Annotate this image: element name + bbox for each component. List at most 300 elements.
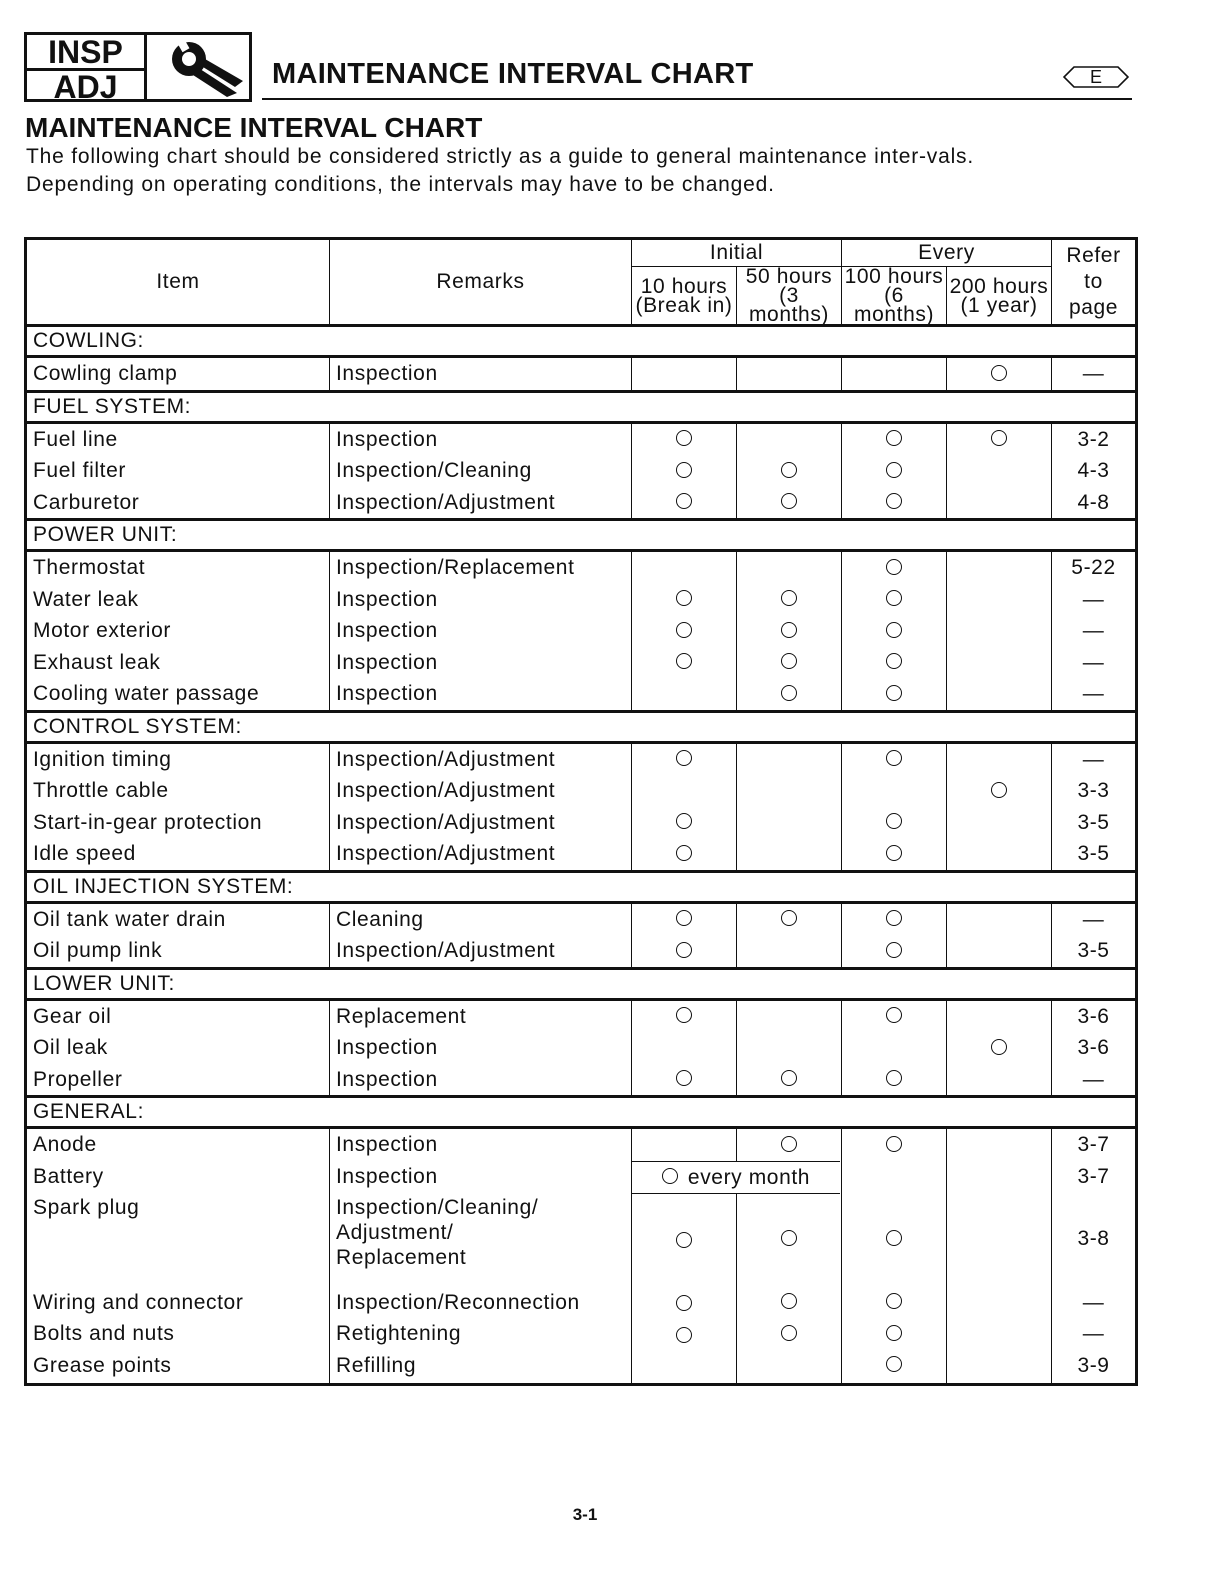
column-e200 <box>947 422 1052 520</box>
item-remarks: Cleaning <box>336 907 424 931</box>
item-name: Anode <box>33 1133 97 1156</box>
interval-mark-icon <box>676 750 692 766</box>
category-label: POWER UNIT: <box>26 520 1137 551</box>
item-name: Water leak <box>33 587 139 611</box>
item-remarks: Inspection <box>336 619 438 642</box>
interval-cell <box>947 744 1051 776</box>
column-rem <box>330 902 632 968</box>
interval-cell <box>632 1320 736 1352</box>
interval-cell <box>947 1318 1051 1350</box>
every-month-mark <box>632 1161 840 1195</box>
refer-page <box>1052 935 1135 967</box>
interval-cell <box>842 838 946 870</box>
interval-cell <box>947 775 1051 807</box>
interval-cell <box>632 1129 736 1161</box>
interval-mark-icon <box>662 1168 678 1184</box>
item-name: Grease points <box>33 1353 172 1377</box>
item-remarks: Replacement <box>336 1004 467 1028</box>
item-name: Propeller <box>33 1067 123 1091</box>
label-10h-note: (Break in) <box>635 293 733 317</box>
interval-cell <box>947 1192 1051 1287</box>
item-name: Throttle cable <box>33 779 169 802</box>
column-page <box>1052 357 1137 392</box>
interval-cell <box>737 838 841 870</box>
interval-cell <box>947 1129 1051 1161</box>
column-e100 <box>842 357 947 392</box>
interval-mark-icon <box>676 845 692 861</box>
interval-cell <box>737 1064 841 1096</box>
column-i10 <box>632 551 737 712</box>
refer-page <box>1052 584 1135 616</box>
category-row <box>26 871 1137 902</box>
refer-page-value: — <box>1082 362 1105 385</box>
column-item <box>26 1128 330 1385</box>
column-i50 <box>737 551 842 712</box>
label-10h: 10 hours <box>640 274 728 298</box>
interval-mark-icon <box>886 493 902 509</box>
column-e200 <box>947 742 1052 871</box>
interval-mark-icon <box>886 1136 902 1152</box>
item-name: Spark plug <box>33 1196 140 1219</box>
interval-mark-icon <box>676 1327 692 1343</box>
refer-page <box>1052 358 1135 390</box>
refer-page <box>1052 1287 1135 1319</box>
interval-cell <box>737 1001 841 1033</box>
item-remarks: Inspection/Replacement <box>336 556 575 579</box>
remarks-line: Replacement <box>336 1246 467 1269</box>
interval-mark-icon <box>886 813 902 829</box>
refer-page <box>1052 1001 1135 1033</box>
column-e200 <box>947 551 1052 712</box>
column-header-50h <box>737 267 842 326</box>
item-remarks: Inspection/Reconnection <box>336 1290 580 1314</box>
item-remarks: Inspection <box>336 1133 438 1156</box>
interval-cell <box>947 838 1051 870</box>
interval-cell <box>842 424 946 456</box>
category-label: LOWER UNIT: <box>26 968 1137 999</box>
column-header-100h <box>842 267 947 326</box>
interval-mark-icon <box>781 685 797 701</box>
column-i10 <box>632 357 737 392</box>
interval-cell <box>632 647 736 679</box>
category-items <box>26 902 1137 968</box>
category-items <box>26 1128 1137 1385</box>
refer-page <box>1052 647 1135 679</box>
refer-page-value: 3-3 <box>1077 779 1110 802</box>
refer-page-value: 3-2 <box>1077 427 1110 451</box>
interval-mark-icon <box>676 622 692 638</box>
interval-mark-icon <box>886 1230 902 1246</box>
interval-mark-icon <box>676 1070 692 1086</box>
interval-cell <box>737 1350 841 1382</box>
category-items <box>26 551 1137 712</box>
column-e100 <box>842 742 947 871</box>
interval-cell <box>947 487 1051 519</box>
column-rem <box>330 551 632 712</box>
every-month-label: every month <box>687 1165 811 1189</box>
item-name: Oil pump link <box>33 939 163 962</box>
column-i10 <box>632 742 737 871</box>
column-item <box>26 551 330 712</box>
interval-mark-icon <box>781 462 797 478</box>
interval-mark-icon <box>886 910 902 926</box>
refer-page-value: — <box>1082 1322 1105 1345</box>
interval-cell <box>737 935 841 967</box>
item-remarks: Inspection/Adjustment <box>336 490 556 514</box>
refer-page <box>1052 552 1135 584</box>
interval-mark-icon <box>781 590 797 606</box>
item-remarks: Retightening <box>336 1322 462 1345</box>
category-row <box>26 326 1137 357</box>
refer-page <box>1052 807 1135 839</box>
refer-page <box>1052 1350 1135 1382</box>
interval-cell <box>842 647 946 679</box>
label-50h-note: (3 months) <box>748 284 830 326</box>
interval-mark-icon <box>781 653 797 669</box>
interval-cell <box>947 552 1051 584</box>
interval-cell <box>632 455 736 487</box>
interval-cell <box>842 584 946 616</box>
category-items <box>26 999 1137 1097</box>
interval-mark-icon <box>886 1325 902 1341</box>
item-name: Idle speed <box>33 842 136 865</box>
refer-page-value: 4-8 <box>1077 490 1110 514</box>
item-name: Exhaust leak <box>33 650 161 674</box>
interval-mark-icon <box>886 845 902 861</box>
interval-cell <box>947 424 1051 456</box>
interval-cell <box>842 1287 946 1319</box>
item-name: Fuel filter <box>33 459 126 482</box>
interval-cell <box>737 807 841 839</box>
item-name: Wiring and connector <box>33 1290 244 1314</box>
item-name: Gear oil <box>33 1004 112 1028</box>
refer-page <box>1052 1032 1135 1064</box>
interval-cell <box>842 455 946 487</box>
item-name: Oil leak <box>33 1036 108 1059</box>
column-rem <box>330 742 632 871</box>
refer-page <box>1052 838 1135 870</box>
item-name: Carburetor <box>33 490 140 514</box>
refer-page-value: 3-5 <box>1077 810 1110 834</box>
column-i10 <box>632 902 737 968</box>
interval-cell <box>737 647 841 679</box>
refer-page <box>1052 678 1135 710</box>
category-label: CONTROL SYSTEM: <box>26 711 1137 742</box>
column-rem <box>330 999 632 1097</box>
interval-cell <box>737 1129 841 1161</box>
interval-cell <box>842 935 946 967</box>
column-group-initial: Initial <box>632 239 842 267</box>
interval-mark-icon <box>781 910 797 926</box>
item-remarks: Inspection <box>336 1036 438 1059</box>
interval-mark-icon <box>676 430 692 446</box>
interval-mark-icon <box>676 910 692 926</box>
item-remarks: Inspection/Adjustment <box>336 842 556 865</box>
interval-cell <box>947 615 1051 647</box>
interval-mark-icon <box>991 430 1007 446</box>
interval-cell <box>947 1001 1051 1033</box>
interval-mark-icon <box>781 1325 797 1341</box>
interval-cell <box>947 455 1051 487</box>
interval-mark-icon <box>886 430 902 446</box>
refer-page-value: 3-6 <box>1077 1004 1110 1028</box>
interval-cell <box>842 1161 946 1193</box>
column-e100 <box>842 1128 947 1385</box>
category-label: GENERAL: <box>26 1097 1137 1128</box>
column-item <box>26 742 330 871</box>
column-rem <box>330 422 632 520</box>
item-remarks: Refilling <box>336 1353 417 1377</box>
interval-mark-icon <box>676 1232 692 1248</box>
interval-cell <box>737 1318 841 1350</box>
refer-page <box>1052 1161 1135 1193</box>
refer-page-value: — <box>1082 682 1105 705</box>
category-row <box>26 711 1137 742</box>
item-remarks: Inspection/Adjustment <box>336 747 556 771</box>
interval-cell <box>947 1064 1051 1096</box>
interval-mark-icon <box>676 462 692 478</box>
refer-page-value: 3-8 <box>1077 1227 1110 1250</box>
item-remarks: Inspection/Adjustment <box>336 779 556 802</box>
column-i50 <box>737 742 842 871</box>
interval-cell <box>632 904 736 936</box>
interval-cell <box>842 1064 946 1096</box>
item-name: Motor exterior <box>33 619 171 642</box>
interval-cell <box>632 775 736 807</box>
interval-cell <box>947 1161 1051 1193</box>
interval-cell <box>632 1001 736 1033</box>
interval-mark-icon <box>886 1293 902 1309</box>
interval-cell <box>632 744 736 776</box>
category-row <box>26 968 1137 999</box>
interval-cell <box>947 584 1051 616</box>
interval-cell <box>947 358 1051 390</box>
refer-page-value: 3-7 <box>1077 1164 1110 1188</box>
column-group-every: Every <box>842 239 1052 267</box>
interval-cell <box>737 678 841 710</box>
refer-page-value: 5-22 <box>1071 556 1116 579</box>
category-items <box>26 357 1137 392</box>
interval-mark-icon <box>886 1007 902 1023</box>
item-remarks: Inspection <box>336 682 438 705</box>
language-badge <box>1063 66 1129 88</box>
label-100h: 100 hours <box>844 265 944 288</box>
category-items <box>26 742 1137 871</box>
column-item <box>26 999 330 1097</box>
intro-paragraph-1: The following chart should be considered strictly as a guide to general maintenance inter-vals. <box>26 145 974 168</box>
interval-mark-icon <box>886 559 902 575</box>
interval-mark-icon <box>886 622 902 638</box>
item-remarks: Inspection <box>336 1067 438 1091</box>
interval-cell <box>947 935 1051 967</box>
column-i10 <box>632 1128 811 1385</box>
category-row <box>26 520 1137 551</box>
wrench-icon <box>153 37 249 97</box>
column-page <box>1052 551 1137 712</box>
refer-page-value: — <box>1082 619 1105 642</box>
interval-cell <box>842 1192 946 1287</box>
column-item <box>26 902 330 968</box>
interval-mark-icon <box>781 493 797 509</box>
item-remarks: Inspection <box>336 1164 438 1188</box>
column-rem <box>330 357 632 392</box>
refer-page <box>1052 455 1135 487</box>
interval-cell <box>842 1001 946 1033</box>
interval-mark-icon <box>991 1039 1007 1055</box>
column-page <box>1052 999 1137 1097</box>
interval-cell <box>632 615 736 647</box>
interval-cell <box>737 455 841 487</box>
item-name: Start-in-gear protection <box>33 810 263 834</box>
interval-cell <box>632 358 736 390</box>
column-i10 <box>632 999 737 1097</box>
refer-page <box>1052 904 1135 936</box>
interval-mark-icon <box>886 1356 902 1372</box>
interval-mark-icon <box>676 590 692 606</box>
item-remarks: Inspection <box>336 650 438 674</box>
interval-cell <box>842 807 946 839</box>
interval-cell <box>947 678 1051 710</box>
refer-page-value: 3-5 <box>1077 842 1110 865</box>
interval-cell <box>632 1032 736 1064</box>
item-name: Cooling water passage <box>33 682 260 705</box>
interval-mark-icon <box>886 942 902 958</box>
refer-page-value: — <box>1082 747 1105 771</box>
category-label: OIL INJECTION SYSTEM: <box>26 871 1137 902</box>
column-e100 <box>842 422 947 520</box>
label-100h-note: (6 months) <box>853 284 935 326</box>
refer-page <box>1052 615 1135 647</box>
interval-mark-icon <box>886 1070 902 1086</box>
category-label: COWLING: <box>26 326 1137 357</box>
column-item <box>26 422 330 520</box>
interval-mark-icon <box>781 1070 797 1086</box>
column-e200 <box>947 357 1052 392</box>
interval-cell <box>737 1032 841 1064</box>
remarks-line: Adjustment/ <box>336 1221 454 1244</box>
interval-cell <box>737 584 841 616</box>
header-rule <box>262 98 1132 100</box>
maintenance-table <box>24 237 1138 1386</box>
item-name: Bolts and nuts <box>33 1322 175 1345</box>
interval-mark-icon <box>886 750 902 766</box>
column-header-200h <box>947 267 1052 326</box>
interval-cell <box>842 1318 946 1350</box>
interval-cell <box>737 552 841 584</box>
interval-cell <box>947 807 1051 839</box>
interval-mark-icon <box>676 813 692 829</box>
interval-cell <box>737 487 841 519</box>
interval-mark-icon <box>781 622 797 638</box>
interval-cell <box>737 775 841 807</box>
column-e100 <box>842 999 947 1097</box>
refer-page-value: 3-9 <box>1077 1353 1110 1377</box>
interval-cell <box>842 1032 946 1064</box>
interval-cell <box>632 678 736 710</box>
interval-mark-icon <box>676 1295 692 1311</box>
language-code: E <box>1089 67 1102 87</box>
refer-page-value: — <box>1082 587 1105 611</box>
category-row <box>26 1097 1137 1128</box>
interval-mark-icon <box>676 653 692 669</box>
column-e200 <box>947 902 1052 968</box>
item-remarks: Inspection <box>336 427 438 451</box>
interval-mark-icon <box>781 1293 797 1309</box>
refer-page <box>1052 744 1135 776</box>
interval-cell <box>842 487 946 519</box>
column-page <box>1052 422 1137 520</box>
interval-cell <box>842 1129 946 1161</box>
header-title: MAINTENANCE INTERVAL CHART <box>272 58 754 90</box>
refer-page-value: — <box>1082 1290 1105 1314</box>
column-i50 <box>737 357 842 392</box>
column-i10 <box>632 422 737 520</box>
column-header-refer: Refer to page <box>1052 239 1137 326</box>
refer-page-value: 3-6 <box>1077 1036 1110 1059</box>
item-remarks <box>336 1192 631 1287</box>
item-name: Thermostat <box>33 556 146 579</box>
category-label: FUEL SYSTEM: <box>26 391 1137 422</box>
item-remarks: Inspection/Cleaning <box>336 459 532 482</box>
refer-page-value: — <box>1082 1067 1105 1091</box>
interval-cell <box>632 424 736 456</box>
page-title: MAINTENANCE INTERVAL CHART <box>25 112 483 143</box>
refer-page-value: — <box>1082 907 1105 931</box>
page-number: 3-1 <box>572 1505 598 1524</box>
item-name: Battery <box>33 1164 104 1188</box>
interval-mark-icon <box>781 1136 797 1152</box>
intro-paragraph-2: Depending on operating conditions, the intervals may have to be changed. <box>26 173 775 196</box>
badge-line-insp: INSP <box>48 34 123 70</box>
category-items <box>26 422 1137 520</box>
column-page <box>1052 902 1137 968</box>
interval-cell <box>737 904 841 936</box>
interval-cell <box>737 1287 841 1319</box>
intro-text <box>26 143 1136 199</box>
refer-page <box>1052 1129 1135 1161</box>
column-header-remarks: Remarks <box>330 239 632 326</box>
interval-cell <box>632 584 736 616</box>
interval-cell <box>842 552 946 584</box>
interval-cell <box>842 1350 946 1382</box>
item-name: Oil tank water drain <box>33 907 226 931</box>
refer-page <box>1052 487 1135 519</box>
interval-cell <box>842 904 946 936</box>
interval-cell <box>632 838 736 870</box>
column-rem <box>330 1128 632 1385</box>
item-remarks: Inspection <box>336 362 438 385</box>
item-name: Ignition timing <box>33 747 172 771</box>
interval-mark-icon <box>886 653 902 669</box>
item-name: Fuel line <box>33 427 118 451</box>
column-i50 <box>737 902 842 968</box>
refer-page <box>1052 424 1135 456</box>
column-i50 <box>737 422 842 520</box>
item-remarks: Inspection/Adjustment <box>336 939 556 962</box>
interval-cell <box>632 935 736 967</box>
item-remarks: Inspection <box>336 587 438 611</box>
interval-cell <box>737 1192 841 1287</box>
interval-cell <box>632 1352 736 1384</box>
refer-page <box>1052 775 1135 807</box>
column-header-10h <box>632 267 737 326</box>
interval-cell <box>632 1289 736 1321</box>
category-row <box>26 391 1137 422</box>
interval-cell <box>632 807 736 839</box>
interval-mark-icon <box>781 1230 797 1246</box>
interval-mark-icon <box>886 462 902 478</box>
interval-cell <box>947 904 1051 936</box>
